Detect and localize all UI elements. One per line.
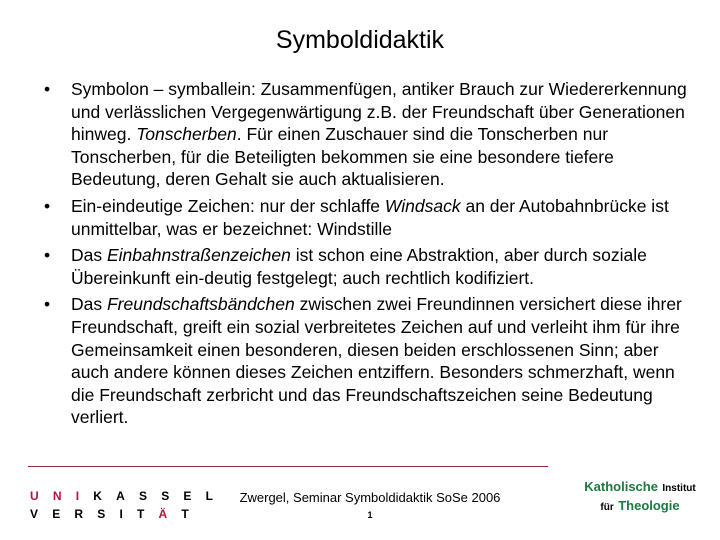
bullet-dot: • [44,79,51,99]
logo-right-line-1: Katholische Institut [584,479,696,494]
bullet-emphasis: Windsack [384,195,461,216]
bullet-text: an der Autobahnbrücke ist unmittelbar, was er bezeichnet: Windstille [71,195,669,239]
bullet-dot: • [44,245,51,266]
footer-divider [28,466,548,467]
bullet-dot: • [44,294,51,315]
bullet-text: zwischen zwei Freundinnen versichert diese ihrer Freundschaft, greift ein sozial verbreitetes Zeichen auf und verleiht ihm für ihre Gemeinsamkeit einen besonderen, diesen beiden erschlossenen Sinn; aber auch andere können dieses Zeichen entziffern. Besonders schmerzhaft, wenn die Freundschaft zerbricht und das Freundschaftszeichen seine Bedeutung verliert. [71,294,682,428]
bullet-text: Das [71,245,107,266]
page-number: 1 [367,510,373,520]
footer-text: Zwergel, Seminar Symboldidaktik SoSe 2006 [239,490,501,505]
institute-logo [560,478,720,516]
bullet-text: . Für einen Zuschauer sind die Tonscherben nur Tonscherben, für die Beteiligten bekommen sie eine besondere tiefere Bedeutung, deren Gehalt sie auch aktualisieren. [71,124,614,190]
bullet-emphasis: Tonscherben [136,124,237,145]
bullet-item-4 [44,293,692,429]
logo-right-line-2: für Theologie [600,498,680,513]
bullet-text: Ein-eindeutige Zeichen: nur der schlaffe [71,195,385,216]
logo-line-2: VERSITÄT [30,507,203,521]
bullet-emphasis: Freundschaftsbändchen [106,294,295,315]
bullet-item-2 [44,195,692,240]
bullet-list [44,78,692,433]
uni-kassel-logo [30,487,227,523]
bullet-item-1 [44,78,692,191]
bullet-emphasis: Einbahnstraßenzeichen [106,245,291,266]
logo-line-1: UNIKASSEL [30,489,228,503]
slide-title: Symboldidaktik [275,26,445,54]
bullet-text: ist schon eine Abstraktion, aber durch soziale Übereinkunft ein-deutig festgelegt; auch rechtlich kodifiziert. [71,245,647,288]
bullet-text: Symbolon – symballein: Zusammenfügen, antiker Brauch zur Wiedererkennung und verlässlichen Vergegenwärtigung z.B. der Freundschaft über Generationen hinweg. [71,79,687,145]
bullet-text: Das [71,294,107,315]
bullet-item-3 [44,244,692,289]
bullet-dot: • [44,195,51,216]
